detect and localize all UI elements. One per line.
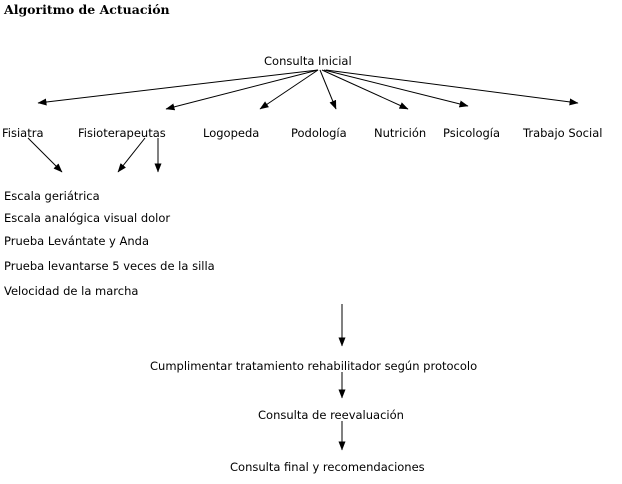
node-label: Trabajo Social <box>523 126 603 140</box>
node-label: Fisioterapeutas <box>78 126 166 140</box>
node-consulta-reevaluacion <box>258 408 404 422</box>
test-label: Escala geriátrica <box>4 189 100 203</box>
node-label: Logopeda <box>203 126 260 140</box>
node-label: Fisiatra <box>2 126 44 140</box>
test-label: Prueba levantarse 5 veces de la silla <box>4 259 215 273</box>
node-nutricion <box>374 126 426 140</box>
test-label: Escala analógica visual dolor <box>4 211 171 225</box>
node-cumplimentar-tratamiento <box>150 359 477 373</box>
node-label: Consulta Inicial <box>264 54 352 68</box>
node-label: Consulta final y recomendaciones <box>230 460 425 474</box>
test-item-escala-geriatrica <box>4 189 100 203</box>
test-item-escala-analogica-visual-dolor <box>4 211 170 225</box>
page-title: Algoritmo de Actuación <box>4 2 170 17</box>
node-label: Psicología <box>443 126 501 140</box>
test-item-velocidad-de-la-marcha <box>4 284 138 298</box>
test-item-prueba-levantarse-5-veces <box>4 259 215 273</box>
node-consulta-inicial <box>264 54 352 68</box>
node-label: Podología <box>291 126 347 140</box>
node-consulta-final <box>230 460 425 474</box>
node-podologia <box>291 126 347 140</box>
node-logopeda <box>203 126 259 140</box>
test-label: Velocidad de la marcha <box>4 284 139 298</box>
node-label: Nutrición <box>374 126 427 140</box>
test-item-prueba-levantate-y-anda <box>4 234 149 248</box>
node-label: Consulta de reevaluación <box>258 408 404 422</box>
test-label: Prueba Levántate y Anda <box>4 234 150 248</box>
node-fisioterapeutas <box>78 126 166 140</box>
node-label: Cumplimentar tratamiento rehabilitador según protocolo <box>150 359 478 373</box>
node-fisiatra <box>2 126 44 140</box>
node-psicologia <box>443 126 500 140</box>
node-trabajo-social <box>523 126 602 140</box>
